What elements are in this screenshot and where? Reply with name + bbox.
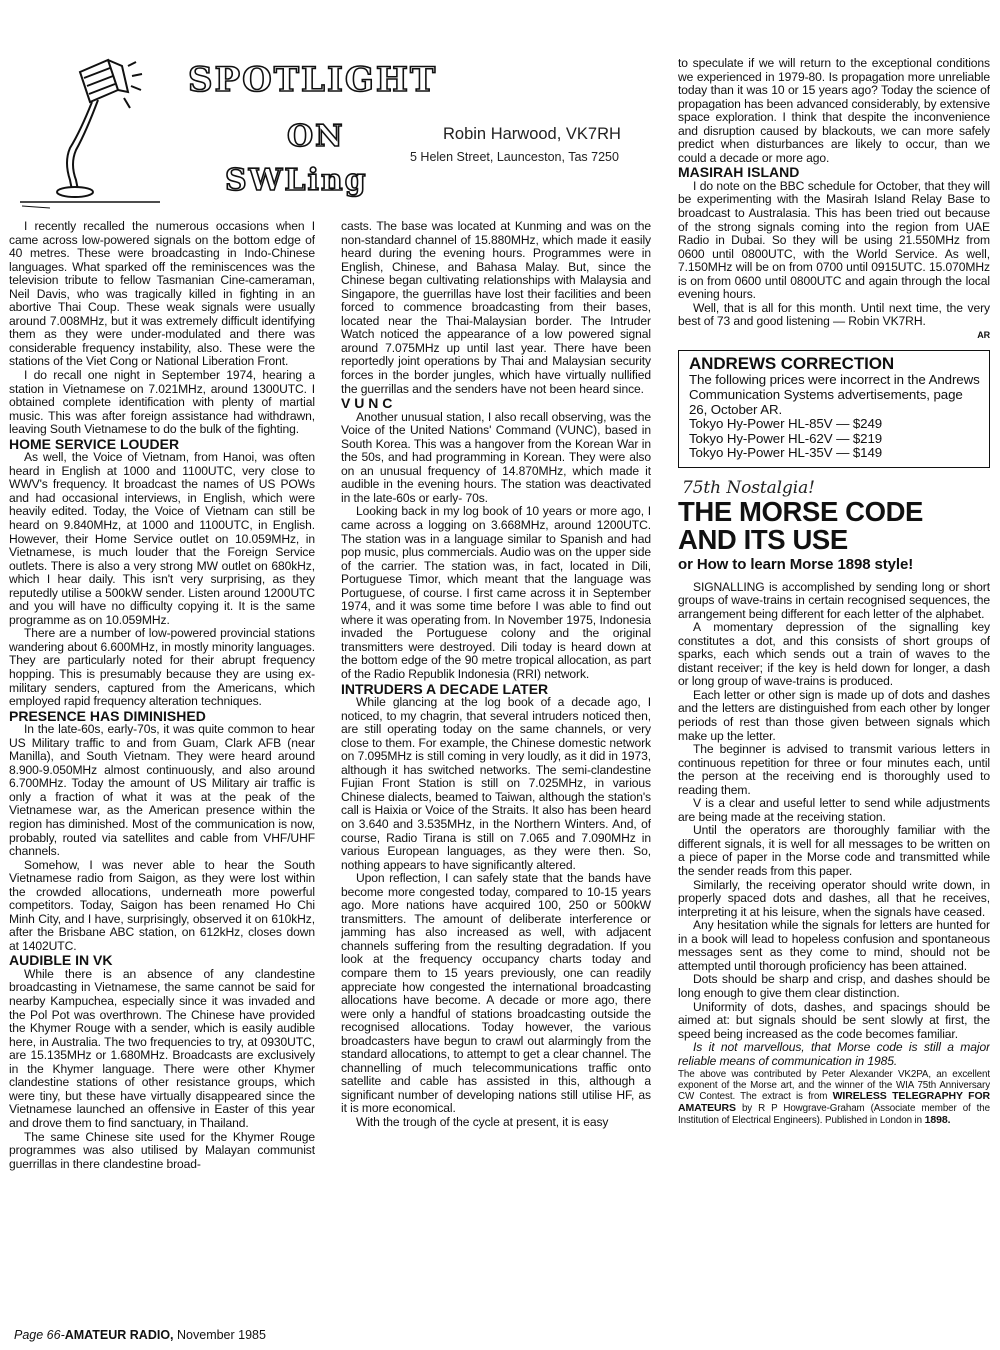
paragraph: Any hesitation while the signals for letters are hunted for in a book will lead to hopeless confusion and spontaneous messages sent as they come to mind, should not be attempted until thorough proficiency has been attained. bbox=[678, 918, 990, 973]
spotlight-lamp-illustration bbox=[10, 52, 180, 222]
section-heading: V U N C bbox=[341, 395, 393, 412]
nostalgia-label: 75th Nostalgia! bbox=[682, 478, 815, 498]
credit-text: The above was contributed by Peter Alexander VK2PA, an excellent exponent of the Morse art, and the winner of the WIA 75th Anniversary CW Contest. The extract is from bbox=[678, 1069, 990, 1103]
paragraph: A momentary depression of the signalling key constitutes a dot, and this consists of short groups of sparks, each which sends out a train of waves to the distant receiver; if the key is held down for longer, a dash or long group of wave-trains is produced. bbox=[678, 620, 990, 689]
paragraph: Dots should be sharp and crisp, and dashes should be long enough to give them clear distinction. bbox=[678, 972, 990, 1000]
paragraph: casts. The base was located at Kunming and was on the non-standard channel of 15.880MHz, which made it easily heard during the evening hours. Programmes were in English, Chinese, and Bahasa Malay. But, since the Chinese began cultivating relationships with Malaysia and Singapore, the guerrillas have lost their facilities and been forced to commence broadcasting from their bases, located near the Thai-Malaysian border. The Intruder Watch noticed the appearance of a low powered signal around 7.075MHz up until last year. There have been reportedly joint operations by Thai and Malaysian security forces in the border jungles, which have virtually nullified the guerrillas and the senders have not been heard since. bbox=[341, 220, 651, 396]
paragraph: Looking back in my log book of 10 years or more ago, I came across a logging on 3.668MHz, around 1200UTC. The station was in a language similar to Spanish and had pop music, plus commercials. Audio was on the upper side of the carrier. The station was, in fact, located in Dili, Portuguese Timor, which meant that the language was Portuguese, of course. I first came across it in September 1974, and it was some time before I was able to find out where it was operating from. In November 1975, Indonesia invaded the Portuguese colony and the original transmitters were destroyed. Dili today is heard down at the bottom edge of the 90 metre tropical allocation, as part of the Radio Republik Indonesia (RRI) network. bbox=[341, 504, 651, 681]
paragraph: Upon reflection, I can safely state that the bands have become more congested today, compared to 10-15 years ago. More nations have acquired 100, 250 or 500kW transmitters. The amount of deliberate interference or jamming has also increased as well, with adjacent channels suffering from the resulting degradation. If you look at the frequency occupancy charts today and compare them to 15 years previously, one can readily appreciate how congested the international broadcasting allocations have become. A decade or more ago, there were only a handful of stations broadcasting outside the recognised allocations. Today however, the various broadcasters have begun to crawl out alarmingly from the standard allocations, to attempt to get a clear channel. The channelling of much telecommunications traffic onto satellite and cable has assisted in this, although a significant number of developing nations still utilise HF, as it is more economical. bbox=[341, 871, 651, 1116]
article-end-mark: AR bbox=[977, 329, 990, 340]
correction-text: The following prices were incorrect in the Andrews Communication Systems advertisements, page 26, October AR. bbox=[689, 372, 980, 417]
title-spotlight: SPOTLIGHT bbox=[188, 60, 438, 100]
column-3 bbox=[678, 57, 990, 1322]
paragraph: Similarly, the receiving operator should write down, in properly spaced dots and dashes, all that he receives, interpreting it at his leisure, when the signals have ceased. bbox=[678, 877, 990, 919]
magazine-name: AMATEUR RADIO, bbox=[64, 1328, 174, 1342]
paragraph: As well, the Voice of Vietnam, from Hanoi, was often heard in English at 1000 and 1100UTC, very close to WWV's frequency. It broadcast the names of US POWs and had occasional interviews, in English, which were heavily edited. Today, the Voice of Vietnam can still be heard on 9.840MHz, at 1000 and 1100UTC, in English. However, their Home Service outlet on 10.059MHz, in Vietnamese, is much louder that the Foreign Service outlets. There is also a very strong MW outlet on 680kHz, which I hear daily. This isn't very surprising, as they reputedly utilise a 500kW sender. Listen around 1200UTC and you will have no difficulty copying it. It is the same programme as on 10.059MHz. bbox=[9, 450, 315, 627]
paragraph: The beginner is advised to transmit various letters in continuous repetition for three or four minutes each, until the person at the receiving end is thoroughly used to reading them. bbox=[678, 742, 990, 797]
author-address: 5 Helen Street, Launceston, Tas 7250 bbox=[410, 150, 619, 164]
publication-year: 1898. bbox=[924, 1113, 951, 1126]
paragraph: The same Chinese site used for the Khymer Rouge programmes was also utilised by Malayan communist guerrillas in there clandestine broad- bbox=[9, 1129, 315, 1171]
column-1 bbox=[9, 220, 315, 1320]
andrews-correction-box bbox=[678, 350, 990, 468]
title-on: ON bbox=[287, 119, 345, 154]
paragraph: Is it not marvellous, that Morse code is still a major reliable means of communication in 1985. bbox=[678, 1040, 990, 1068]
page-number: Page 66- bbox=[14, 1328, 65, 1342]
correction-item: Tokyo Hy-Power HL-62V — $219 bbox=[689, 430, 883, 446]
paragraph: In the late-60s, early-70s, it was quite common to hear US Military traffic to and from Guam, Clark AFB (near Manilla), and South Vietnam. They were heard around 8.900-9.050MHz almost continuously, and also around 6.700MHz. Today the amount of US Military air traffic is only a fraction of what it was at the peak of the Vietnamese war, as the American presence within the region has diminished. Most of the communication is now, probably, routed via satellites and cable from VHF/UHF channels. bbox=[9, 722, 315, 859]
section-heading: MASIRAH ISLAND bbox=[678, 164, 800, 181]
column-2 bbox=[341, 220, 651, 1320]
issue-date: November 1985 bbox=[177, 1328, 266, 1342]
morse-title-line2: AND ITS USE bbox=[678, 523, 848, 555]
author-name: Robin Harwood, VK7RH bbox=[443, 125, 621, 143]
morse-subtitle: or How to learn Morse 1898 style! bbox=[678, 555, 914, 573]
paragraph: Each letter or other sign is made up of dots and dashes and the letters are distinguished from each other by longer periods of rest than those given between signals which make up the letter. bbox=[678, 687, 990, 743]
section-heading: HOME SERVICE LOUDER bbox=[9, 435, 180, 452]
paragraph: I do note on the BBC schedule for October, that they will be experimenting with the Masirah Island Relay Base to broadcast to Australasia. This has been tried out because of the strong signals coming into the region from UAE Radio in Dubai. So they will be using 21.550MHz from 0600 until 0800UTC, with the World Service. As well, 7.150MHz will be on from 0700 until 0915UTC. 15.070MHz is on from 0600 until 0800UTC and again through the local evening hours. bbox=[678, 178, 990, 302]
paragraph: SIGNALLING is accomplished by sending long or short groups of wave-trains in certain recognised sequences, the arrangement being different for each letter of the alphabet. bbox=[678, 579, 990, 621]
paragraph: V is a clear and useful letter to send while adjustments are being made at the receiving station. bbox=[678, 796, 990, 824]
section-heading: PRESENCE HAS DIMINISHED bbox=[9, 707, 206, 724]
title-swling: SWLing bbox=[225, 163, 368, 198]
book-title: WIRELESS TELEGRAPHY FOR AMATEURS bbox=[678, 1090, 990, 1115]
paragraph: I do recall one night in September 1974, hearing a station in Vietnamese on 7.021MHz, around 1300UTC. I obtained complete identification with plenty of martial music. This was after foreign assistance had withdrawn, leaving South Vietnamese to do the bulk of the fighting. bbox=[9, 368, 315, 437]
credit-text: by R P Howgrave-Graham (Associate member of the Institution of Electrical Engineers). Published in London in bbox=[678, 1103, 990, 1126]
correction-item: Tokyo Hy-Power HL-85V — $249 bbox=[689, 416, 883, 432]
section-heading: AUDIBLE IN VK bbox=[9, 952, 113, 969]
paragraph: While there is an absence of any clandestine broadcasting in Vietnamese, the same cannot be said for nearby Kampuchea, especially since it was invaded and the Pol Pot was overthrown. The Chinese have provided the Khymer Rouge with a sender, which is easily audible here, in Australia. The two frequencies to try, at 0930UTC, are 15.135MHz or 1.680MHz. Broadcasts are exclusively in the Khymer language. There were other Khymer clandestine stations of other resistance groups, which were tiny, but these have virtually disappeared since the Vietnamese launched an offensive in Easter of this year and drove them to find sanctuary, in Thailand. bbox=[9, 966, 315, 1130]
paragraph: While glancing at the log book of a decade ago, I noticed, to my chagrin, that several intruders noticed then, are still operating today on the same channels, or very close to them. For example, the Chinese domestic network on 7.095MHz is still coming in very loudly, as it did in 1973, although it has switched networks. The semi-clandestine Fujian Front Station is still on 7.025MHz, in various Chinese dialects, beamed to Taiwan, although the station's call is Haixia or Voice of the Straits. It also has been heard on 3.640 and 3.535MHz, in the Northern Winters. And, of course, Radio Tirana is still on 7.065 and 7.090MHz in various European languages, as they were then. So, nothing appears to have significantly altered. bbox=[341, 695, 651, 872]
morse-title-line1: THE MORSE CODE bbox=[678, 495, 923, 527]
page-footer bbox=[14, 1328, 266, 1342]
paragraph: Somehow, I was never able to hear the South Vietnamese radio from Saigon, as they were lost within the crowded allocations, underneath more powerful competitors. Today, Saigon has been renamed Ho Chi Minh City, and I have, surprisingly, observed it on 610kHz, after the Brisbane ABC station, on 612kHz, closes down at 1402UTC. bbox=[9, 857, 315, 953]
correction-title: ANDREWS CORRECTION bbox=[689, 354, 895, 374]
correction-item: Tokyo Hy-Power HL-35V — $149 bbox=[689, 445, 883, 461]
paragraph: Until the operators are thoroughly familiar with the different signals, it is well for all messages to be written on a piece of paper in the Morse code and transmitted while the sender reads from this paper. bbox=[678, 823, 990, 879]
paragraph: Another unusual station, I also recall observing, was the Voice of the United Nations' Command (VUNC), based in South Korea. This was a hangover from the Korean War in the 50s, and had programming in Korean. They were also on an unusual frequency of 14.870MHz, which made it audible in the evening hours. The station was deactivated in the late-60s or early- 70s. bbox=[341, 409, 651, 505]
paragraph: I recently recalled the numerous occasions when I came across low-powered signals on the bottom edge of 40 metres. These were broadcasting in Indo-Chinese languages. What sparked off the reminiscences was the television tribute to fellow Tasmanian Cine-cameraman, Neil Davis, who was tragically killed in fighting in an abortive Thai Coup. These weak signals were usually around 7.008MHz, but it was extremely difficult identifying them as they were under-modulated and there was considerable frequency instability, also. These were the stations of the Viet Cong or National Liberation Front. bbox=[9, 220, 315, 369]
credit-note bbox=[678, 1070, 990, 1126]
paragraph: Uniformity of dots, dashes, and spacings should be aimed at: but signals should be sent slowly at first, the speed being increased as the code becomes familiar. bbox=[678, 999, 990, 1041]
paragraph: There are a number of low-powered provincial stations wandering about 6.600MHz, in mostly minority languages. They are particularly noted for their abrupt frequency hopping. This is presumably because they are using ex-military senders, captured from the Americans, which employed rapid frequency alteration techniques. bbox=[9, 626, 315, 709]
section-heading: INTRUDERS A DECADE LATER bbox=[341, 680, 549, 697]
paragraph: Well, that is all for this month. Until next time, the very best of 73 and good listening — Robin VK7RH. bbox=[678, 300, 990, 329]
paragraph: With the trough of the cycle at present, it is easy bbox=[356, 1115, 609, 1129]
paragraph: to speculate if we will return to the exceptional conditions we experienced in 1979-80. Is propagation more unreliable today than it was 10 or 15 years ago? Today the science of propagation has been advanced considerably, by extensive space exploration. I think that despite the inconvenience and disruption caused by blackouts, we can more safely predict when disturbances are likely to occur, than we could a decade or more ago. bbox=[678, 57, 990, 165]
